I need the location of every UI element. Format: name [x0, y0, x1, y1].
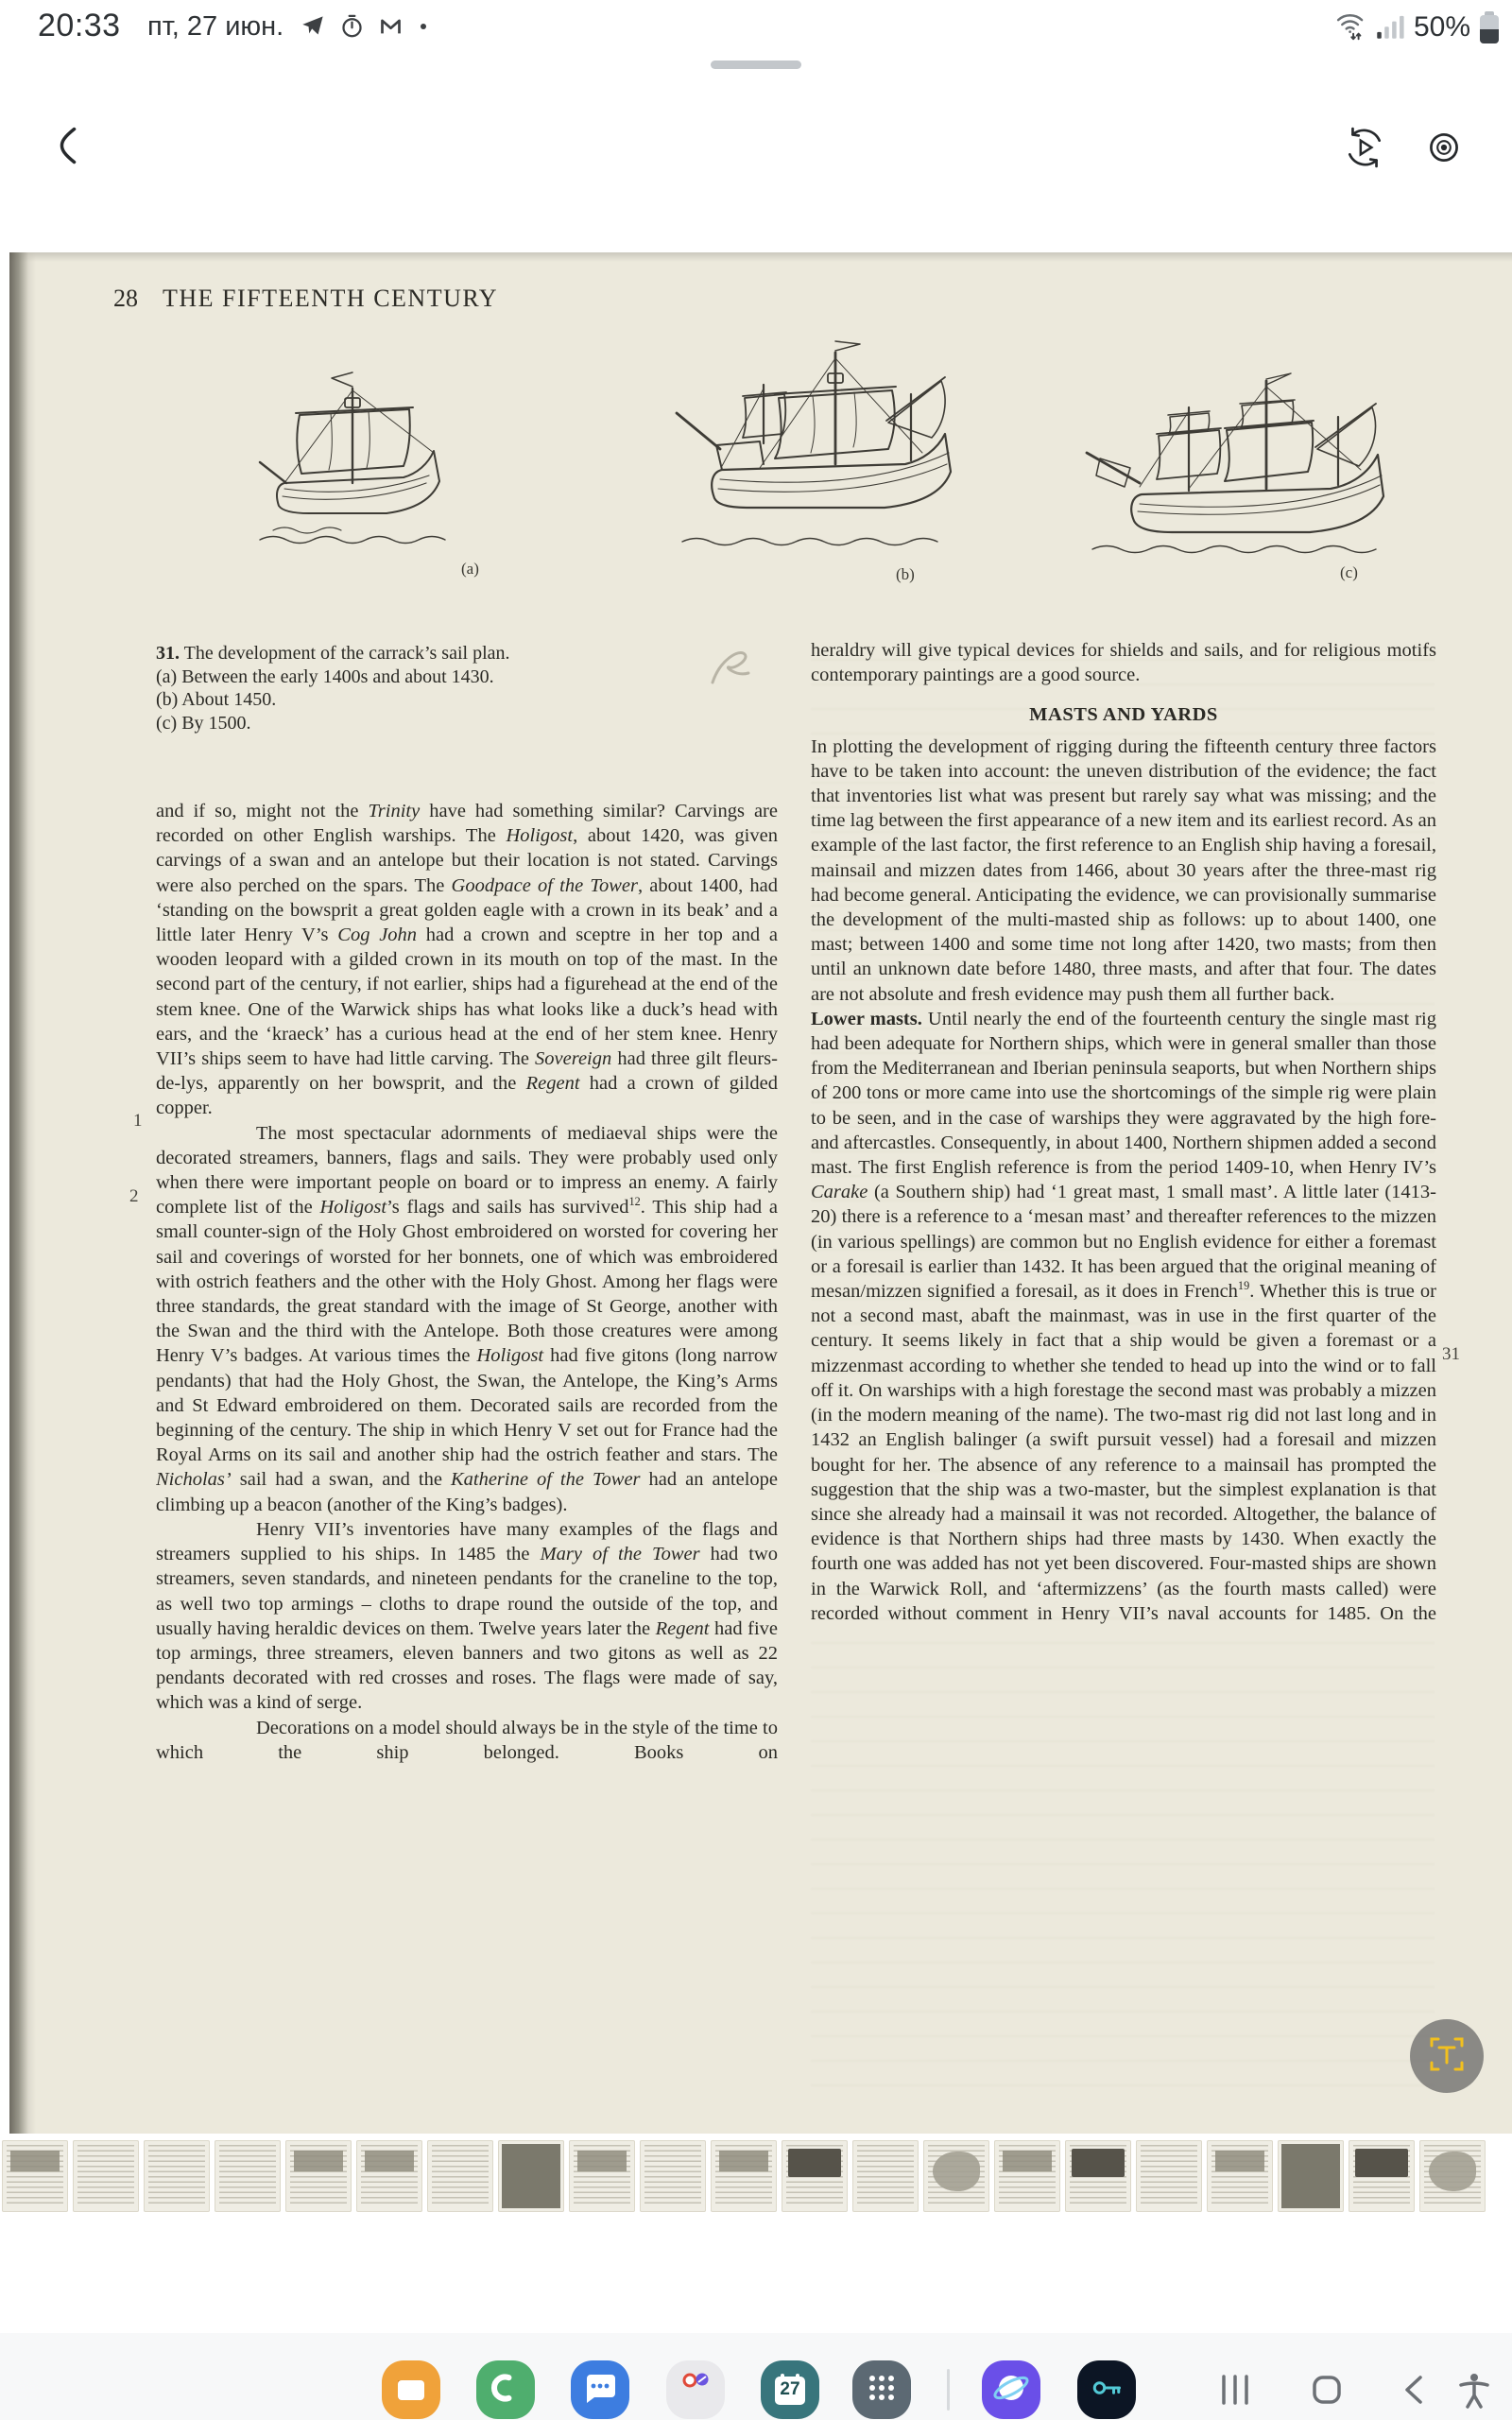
filmstrip-thumbnail[interactable] [498, 2140, 564, 2212]
phone-icon [486, 2368, 525, 2412]
filmstrip-thumbnail[interactable] [1419, 2140, 1486, 2212]
filmstrip-thumbnail[interactable] [144, 2140, 210, 2212]
back-nav-button[interactable] [1395, 2371, 1436, 2412]
app-internet[interactable] [982, 2360, 1040, 2419]
action-bar [0, 2238, 1512, 2331]
figure-label-a: (a) [461, 560, 479, 578]
filmstrip-thumbnail[interactable] [569, 2140, 635, 2212]
caption-line-3: (b) About 1450. [156, 689, 277, 710]
filmstrip-thumbnail[interactable] [640, 2140, 706, 2212]
back-nav-icon [1397, 2371, 1435, 2413]
calendar-icon [771, 2371, 809, 2409]
app-calendar[interactable] [761, 2360, 819, 2419]
date: пт, 27 июн. [147, 11, 284, 42]
paragraph: heraldry will give typical devices for shields and sails, and for religious motifs contemporary paintings are a good source. [811, 640, 1436, 686]
page-number: 28 [113, 285, 138, 312]
planet-icon [990, 2367, 1032, 2413]
filmstrip-thumbnail[interactable] [2, 2140, 68, 2212]
paragraph: Henry VII’s inventories have many examples of the flags and streamers supplied to his ships. In 1485 the Mary of the Tower had two streamers, seven standards, and nineteen pendants for the craneline to the top, as well two top armings – cloths to drape round the outside of the top, and usually having heraldic devices on them. Twelve years later the Regent had five top armings, three streamers, eleven banners and two gitons as well as 22 pendants decorated with red crosses and roses. The flags were made of say, which was a kind of serge. [156, 1518, 778, 1714]
filmstrip-thumbnail[interactable] [427, 2140, 493, 2212]
recents-icon [1216, 2371, 1254, 2413]
running-header [113, 285, 498, 313]
back-button[interactable] [43, 123, 93, 172]
figure-label-c: (c) [1340, 563, 1358, 581]
clock: 20:33 [38, 8, 121, 43]
gmail-icon [378, 13, 404, 43]
back-icon [49, 123, 87, 173]
accessibility-icon [1455, 2371, 1493, 2413]
status-right [1334, 8, 1499, 46]
filmstrip-thumbnail[interactable] [1136, 2140, 1202, 2212]
filmstrip-thumbnail[interactable] [711, 2140, 777, 2212]
top-nav [0, 104, 1512, 199]
filmstrip-thumbnail[interactable] [1065, 2140, 1131, 2212]
home-icon [1308, 2371, 1346, 2413]
notification-icons [301, 13, 430, 43]
recents-button[interactable] [1214, 2371, 1256, 2412]
caption-line-4: (c) By 1500. [156, 712, 251, 734]
telegram-icon [301, 13, 326, 43]
battery-icon [1480, 11, 1499, 43]
app-my-files[interactable] [382, 2360, 440, 2419]
app-messages[interactable] [571, 2360, 629, 2419]
key-icon [1087, 2368, 1126, 2412]
apps-grid-icon [864, 2370, 900, 2411]
app-folder-group[interactable] [666, 2360, 725, 2419]
filmstrip-thumbnail[interactable] [852, 2140, 919, 2212]
vision-icon [1422, 126, 1466, 174]
filmstrip-thumbnail[interactable] [994, 2140, 1060, 2212]
status-bar [0, 0, 1512, 55]
pull-handle[interactable] [711, 60, 801, 69]
figure-ship-c [1077, 372, 1435, 565]
photo-viewer-image[interactable] [9, 252, 1512, 2134]
paragraph: Lower masts. Until nearly the end of the fourteenth century the single mast rig had been adequate for Northern ships, which were in general smaller than those from the Mediterranean and Iberian peninsula seaports, but when Northern ships of 200 tons or more came into use the shortcomings of the simple rig were plain to be seen, and in the case of warships they were aggravated by the high fore- and aftercastles. Consequently, in about 1400, Northern shipmen added a second mast. The first English reference is from the period 1409-10, when Henry IV’s Carake (a Southern ship) had ‘1 great mast, 1 small mast’. A little later (1413-20) there is a reference to a ‘mesan mast’ and thereafter references to the mizzen (in various spellings) are common but no English evidence for either a foremast or a foresail is earlier than 1432. It has been argued that the original meaning of mesan/mizzen signified a foresail, as it does in French$^{19}$. Whether this is true or not a second mast, abaft the mainmast, was in use in the first quarter of the century. It seems likely in fact that a ship would be given a foremast or a mizzenmast according to whether she tended to head up into the wind or to fall off it. On warships with a high forestage the second mast was probably a mizzen (in the modern meaning of the name). The two-mast rig did not last long and in 1432 an English balinger (a swift pursuit vessel) had a foresail and mizzen bought for her. The absence of any reference to a mainsail has prompted the suggestion that the ship was a two-master, but the simplest explanation is that since she already had a mainsail it was not recorded. Altogether, the balance of evidence is that Northern ships had three masts by 1430. When exactly the fourth one was added has not yet been discovered. Four-masted ships are shown in the Warwick Roll, and ‘aftermizzens’ (as the fourth masts called) were recorded without comment in Henry VII’s naval accounts for 1485. On the [811, 1008, 1436, 1624]
right-column [811, 638, 1436, 2129]
signal-icon [1376, 9, 1406, 45]
margin-note-2: 2 [129, 1186, 139, 1206]
figure-ship-a [241, 364, 487, 562]
pencil-mark [707, 645, 765, 699]
filmstrip-thumbnail[interactable] [285, 2140, 352, 2212]
page-spine-shadow [9, 252, 36, 2134]
filmstrip-thumbnail[interactable] [215, 2140, 281, 2212]
filmstrip-thumbnail[interactable] [782, 2140, 848, 2212]
extract-text-icon [1426, 2033, 1468, 2080]
section-heading: MASTS AND YARDS [1029, 704, 1218, 726]
motion-photo-icon [1343, 126, 1386, 174]
filmstrip-thumbnail[interactable] [1207, 2140, 1273, 2212]
app-drawer[interactable] [852, 2360, 911, 2419]
chat-bubble-icon [581, 2369, 619, 2411]
app-phone[interactable] [476, 2360, 535, 2419]
filmstrip-thumbnail[interactable] [923, 2140, 989, 2212]
dock-divider [947, 2369, 950, 2411]
vision-button[interactable] [1419, 125, 1469, 174]
left-column [156, 799, 778, 2129]
caption-line-1: 31. The development of the carrack’s sail plan. [156, 643, 510, 664]
home-button[interactable] [1306, 2371, 1348, 2412]
figure-ship-b [669, 339, 998, 565]
figure-caption [156, 642, 610, 735]
timer-icon [339, 13, 365, 43]
extract-text-button[interactable] [1410, 2019, 1484, 2093]
filmstrip-thumbnail[interactable] [1349, 2140, 1415, 2212]
app-passwords[interactable] [1077, 2360, 1136, 2419]
wifi-icon [1334, 8, 1368, 46]
folder-icon [392, 2369, 430, 2411]
paragraph: The most spectacular adornments of mediaeval ships were the decorated streamers, banners, flags and sails. They were probably used only when there were important people on board or to impress an enemy. A fairly complete list of the Holigost’s flags and sails has survived$^{12}$. This ship had a small counter-sign of the Holy Ghost embroidered on worsted for covering her sail and coverings of worsted for her bonnets, one of which was embroidered with ostrich feathers and the other with the Holy Ghost. Among her flags were three standards, the great standard with the image of St George, another with the Swan and the third with the Antelope. Both those creatures were among Henry V’s badges. At various times the Holigost had five gitons (long narrow pendants) that had the Holy Ghost, the Swan, the Antelope, the King’s Arms and St Edward embroidered on them. Decorated sails are recorded from the beginning of the century. The ship in which Henry V set out for France had the Royal Arms on its sail and another ship had the ostrich feather and stars. The Nicholas’ sail had a swan, and the Katherine of the Tower had an antelope climbing up a beacon (another of the King’s badges). [156, 1122, 778, 1515]
caption-line-2: (a) Between the early 1400s and about 1430. [156, 666, 494, 687]
filmstrip [0, 2138, 1512, 2214]
margin-note-1: 1 [133, 1111, 143, 1131]
filmstrip-thumbnail[interactable] [356, 2140, 422, 2212]
paragraph: and if so, might not the Trinity have had something similar? Carvings are recorded on other English warships. The Holigost, about 1420, was given carvings of a swan and an antelope but their location is not stated. Carvings were also perched on the spars. The Goodpace of the Tower, about 1400, had ‘standing on the bowsprit a great golden eagle with a crown in its beak’ and a little later Henry V’s Cog John had a crown and sceptre in her top and a wooden leopard with a gilded crown in its mouth on top of the mast. In the second part of the century, if not earlier, ships had a figurehead at the end of the stem knee. One of the Warwick ships has what looks like a duck’s head with ears, and the ‘kraeck’ has a curious head at the end of her stem knee. Henry VII’s ships seem to have had little carving. The Sovereign had three gilt fleurs-de-lys, apparently on her bowsprit, and the Regent had a crown of gilded copper. [156, 801, 778, 1119]
motion-photo-button[interactable] [1340, 125, 1389, 174]
running-title: THE FIFTEENTH CENTURY [163, 285, 499, 312]
paragraph: Decorations on a model should always be in the style of the time to which the ship belonged. Books on [156, 1717, 778, 1763]
page-top-shadow [9, 252, 1512, 262]
filmstrip-thumbnail[interactable] [73, 2140, 139, 2212]
accessibility-button[interactable] [1453, 2371, 1495, 2412]
paragraph: In plotting the development of rigging during the fifteenth century three factors have to be taken into account: the uneven distribution of the evidence; the fact that inventories list what was present but rarely say what was missing; and the time lag between the first appearance of a new item and its earliest record. As an example of the last factor, the first reference to an English ship having a foresail, mainsail and mizzen dates from 1466, about 30 years after the three-mast rig had become general. Anticipating the evidence, we can provisionally summarise the development of the multi-masted ship as follows: up to about 1400, one mast; between 1400 and some time not long after 1420, two masts; from then until an unknown date before 1480, three masts, and after that four. The dates are not absolute and fresh evidence may push them all further back. [811, 735, 1436, 1005]
filmstrip-thumbnail[interactable] [1278, 2140, 1344, 2212]
taskbar [0, 2333, 1512, 2420]
figure-label-b: (b) [896, 565, 915, 583]
battery-percent: 50% [1413, 10, 1470, 43]
calendar-day: 27 [780, 2379, 800, 2399]
mini-app-icons [677, 2369, 714, 2411]
margin-note-31: 31 [1442, 1344, 1460, 1364]
notification-dot [417, 20, 430, 38]
